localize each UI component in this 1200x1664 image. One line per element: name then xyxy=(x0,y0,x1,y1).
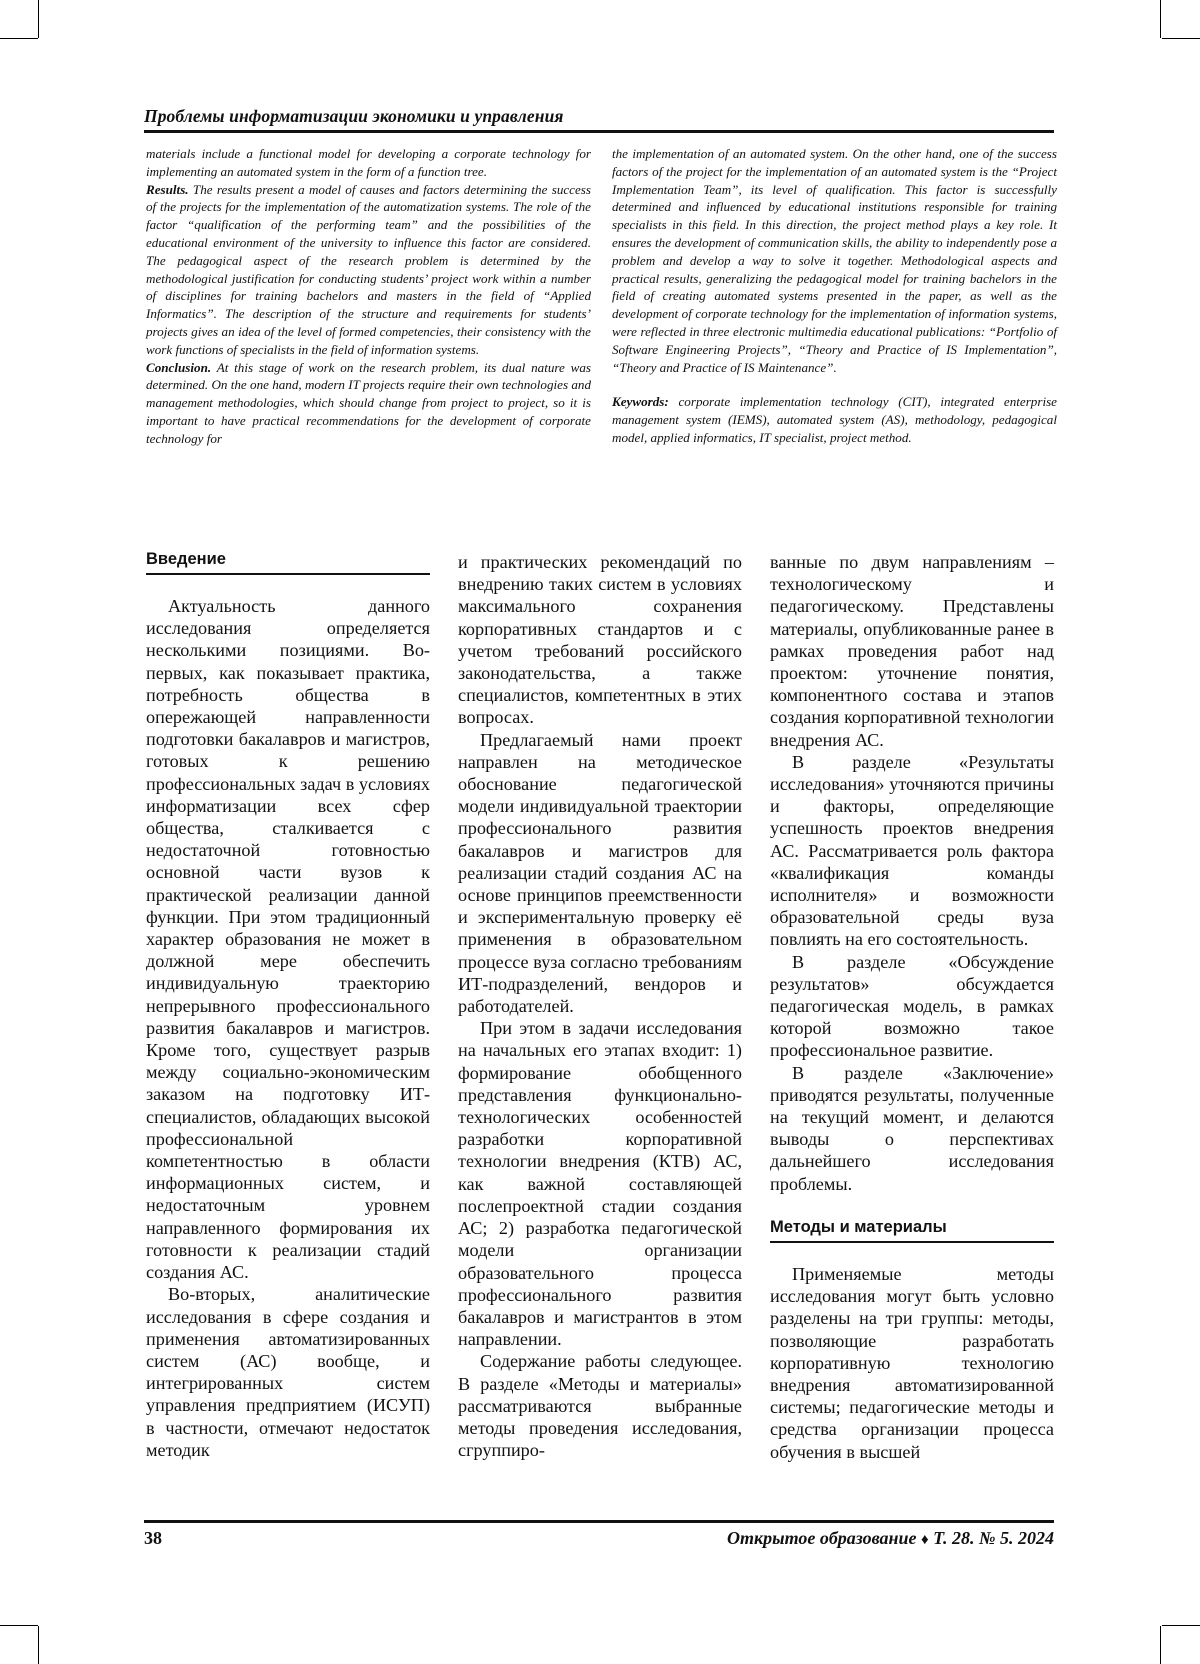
body-paragraph: В разделе «Результаты исследования» уточняются причины и факторы, определяющие успешность проектов внедрения АС. Рассматривается роль фактора «квалификация команды исполнителя» и возможности образовательной среды вуза повлиять на его состоятельность. xyxy=(770,751,1054,950)
body-paragraph: ванные по двум направлениям – технологическому и педагогическому. Представлены материалы, опубликованные ранее в рамках проведения работ над проектом: уточнение понятия, компонентного состава и этапов создания корпоративной технологии внедрения АС. xyxy=(770,552,1054,750)
keywords-lead: Keywords: xyxy=(612,394,669,410)
keywords-text: corporate implementation technology (CIT), integrated enterprise management system (IEMS), automated system (AS), methodology, pedagogical model, applied informatics, IT specialist, project method. xyxy=(612,394,1057,445)
body-column-1 xyxy=(146,549,430,1461)
body-paragraph: и практических рекомендаций по внедрению таких систем в условиях максимального сохранения корпоративных стандартов и с учетом требований российского законодательства, а также специалистов, компетентных в этих вопросах. xyxy=(458,552,742,728)
body-paragraph: При этом в задачи исследования на начальных его этапах входит: 1) формирование обобщенного представления функционально-технологических особенностей разработки корпоративной технологии внедрения (КТВ) АС, как важной составляющей послепроектной стадии создания АС; 2) разработка педагогической модели организации образовательного процесса профессионального развития бакалавров и магистрантов в этом направлении. xyxy=(458,1018,742,1350)
abstract-right-column xyxy=(612,145,1057,447)
header-rule xyxy=(144,130,1054,133)
crop-mark xyxy=(38,0,39,38)
page-number: 38 xyxy=(144,1528,162,1548)
body-column-3 xyxy=(770,551,1054,1463)
results-text: The results present a model of causes and factors determining the success of the projects for the implementation of the automatization systems. The role of the factor “qualification of the performing team” and the possibilities of the educational environment of the university to influence this factor are considered. The pedagogical aspect of the research problem is determined by the methodological justification for conducting students’ project work within a number of disciplines for training bachelors and masters in the field of “Applied Informatics”. The description of the structure and requirements for students’ projects gives an idea of the level of formed competencies, their consistency with the work functions of specialists in the field of information systems. xyxy=(146,181,591,357)
body-paragraph: В разделе «Заключение» приводятся результаты, полученные на текущий момент, и делаются выводы о перспективах дальнейшего исследования проблемы. xyxy=(770,1062,1054,1194)
body-paragraph: Предлагаемый нами проект направлен на методическое обоснование педагогической модели индивидуальной траектории профессионального развития бакалавров и магистров для реализации стадий создания АС на основе принципов преемственности и экспериментальную проверку её применения в образовательном процессе вуза согласно требованиям ИТ-подразделений, вендоров и работодателей. xyxy=(458,729,742,1017)
footer-rule xyxy=(144,1520,1054,1523)
crop-mark xyxy=(1160,1626,1161,1664)
journal-issue: Т. 28. № 5. 2024 xyxy=(933,1528,1054,1548)
abstract-conclusion xyxy=(146,359,591,448)
body-paragraph: Актуальность данного исследования определяется несколькими позициями. Во-первых, как показывает практика, потребность общества в опережающей направленности подготовки бакалавров и магистров, готовых к решению профессиональных задач в условиях информатизации всех сфер общества, сталкивается с недостаточной готовностью основной части вузов к практической реализации данной функции. При этом традиционный характер образования не может в должной мере обеспечить индивидуальную траекторию непрерывного профессионального развития бакалавров и магистров. Кроме того, существует разрыв между социально-экономическим заказом на подготовку ИТ-специалистов, обладающих высокой профессиональной компетентностью в области информационных систем, и недостаточным уровнем направленного формирования их готовности к реализации стадий создания АС. xyxy=(146,596,430,1283)
crop-mark xyxy=(0,38,38,39)
abstract-results xyxy=(146,181,591,359)
diamond-icon: ♦ xyxy=(921,1532,929,1548)
abstract-left-column xyxy=(146,145,591,448)
crop-mark xyxy=(1160,0,1161,38)
abstract-paragraph: materials include a functional model for developing a corporate technology for implementing an automated system in the form of a function tree. xyxy=(146,146,591,179)
journal-name: Открытое образование xyxy=(726,1528,917,1548)
crop-mark xyxy=(1162,1625,1200,1626)
body-paragraph: Содержание работы следующее. В разделе «Методы и материалы» рассматриваются выбранные методы проведения исследования, сгруппиро- xyxy=(458,1351,742,1461)
journal-footer xyxy=(727,1528,1054,1549)
crop-mark xyxy=(38,1626,39,1664)
body-column-2 xyxy=(458,551,742,1461)
abstract-paragraph: the implementation of an automated system. On the other hand, one of the success factors of the project for the implementation of an automated system is the “Project Implementation Team”, its level of qualification. This factor is successfully determined and influenced by educational institutions responsible for training specialists in this field. In this direction, the project method plays a key role. It ensures the development of communication skills, the ability to independently pose a problem and develop a way to solve it together. Methodological aspects and practical results, generalizing the pedagogical model for training bachelors in the field of creating automated systems presented in the paper, as well as the development of corporate technology for the implementation of information systems, were reflected in three electronic multimedia educational publications: “Portfolio of Software Engineering Projects”, “Theory and Practice of IS Implementation”, “Theory and Practice of IS Maintenance”. xyxy=(612,146,1057,375)
crop-mark xyxy=(0,1625,38,1626)
body-paragraph: Применяемые методы исследования могут быть условно разделены на три группы: методы, позволяющие разработать корпоративную технологию внедрения автоматизированной системы; педагогические методы и средства организации процесса обучения в высшей xyxy=(770,1263,1054,1462)
results-lead: Results. xyxy=(146,181,189,197)
conclusion-lead: Conclusion. xyxy=(146,359,212,375)
crop-mark xyxy=(1162,38,1200,39)
section-heading-methods: Методы и материалы xyxy=(770,1217,1054,1243)
running-header: Проблемы информатизации экономики и управления xyxy=(144,106,564,126)
section-heading-introduction: Введение xyxy=(146,549,430,575)
body-paragraph: Во-вторых, аналитические исследования в сфере создания и применения автоматизированных систем (АС) вообще, и интегрированных систем управления предприятием (ИСУП) в частности, отмечают недостаток методик xyxy=(146,1284,430,1460)
conclusion-text: At this stage of work on the research problem, its dual nature was determined. On the one hand, modern IT projects require their own technologies and management methodologies, which should change from project to project, so it is important to have practical recommendations for the development of corporate technology for xyxy=(146,359,591,446)
body-paragraph: В разделе «Обсуждение результатов» обсуждается педагогическая модель, в рамках которой возможно такое профессиональное развитие. xyxy=(770,951,1054,1061)
abstract-keywords xyxy=(612,393,1057,446)
